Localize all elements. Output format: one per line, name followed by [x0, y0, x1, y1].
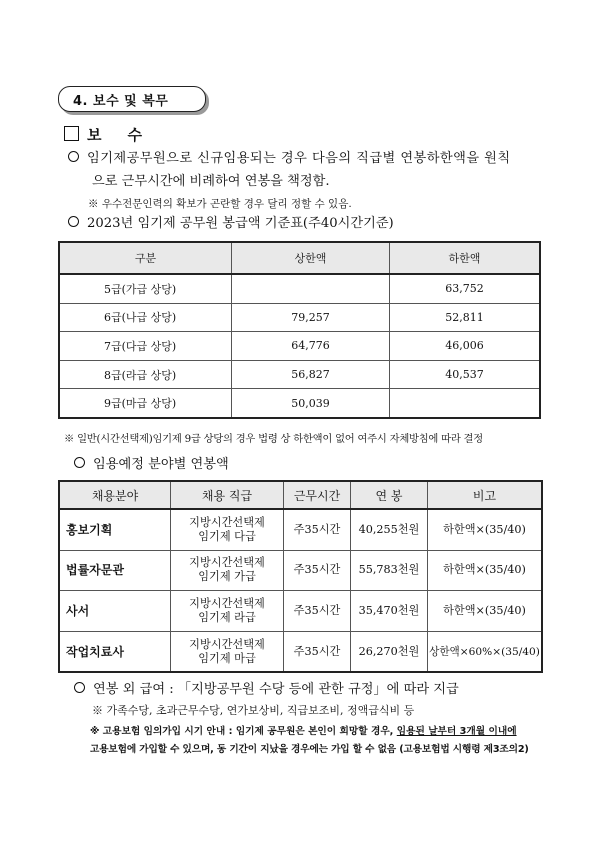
grade-line2: 임기제 가급: [198, 570, 256, 584]
section-title-tab: [58, 86, 206, 112]
table-row: [59, 303, 540, 332]
note-expert: ※ 우수전문인력의 확보가 곤란할 경우 달리 정할 수 있음.: [88, 198, 352, 210]
para1-line1: [68, 149, 511, 169]
col-header-upper: 상한액: [232, 242, 390, 274]
note-allowances: ※ 가족수당, 초과근무수당, 연가보상비, 직급보조비, 정액급식비 등: [92, 704, 415, 717]
insurance-part1: ※ 고용보험 임의가입 시기 안내 : 임기제 공무원은 본인이 희망할 경우,: [90, 726, 397, 737]
table-cell: 8급(라급 상당): [59, 360, 232, 389]
field-cell: 홍보기획: [59, 509, 171, 550]
salary-cell: 55,783천원: [351, 550, 428, 591]
table-cell: 63,752: [390, 274, 541, 303]
table-row: [59, 591, 542, 632]
para1-line2: 으로 근무시간에 비례하여 연봉을 책정함.: [92, 174, 330, 189]
salary-by-field-table: [58, 480, 543, 673]
table-header-row: [59, 242, 540, 274]
table-cell: 6급(나급 상당): [59, 303, 232, 332]
checkbox-square-icon: [64, 126, 79, 141]
table2-title: [74, 455, 229, 475]
table-cell: [232, 274, 390, 303]
table-row: [59, 509, 542, 550]
note-general: ※ 일반(시간선택제)임기제 9급 상당의 경우 법령 상 하한액이 없어 여주시 자체방침에 따라 결정: [64, 433, 483, 445]
table-row: [59, 360, 540, 389]
salary-cell: 40,255천원: [351, 509, 428, 550]
col-header-lower: 하한액: [390, 242, 541, 274]
grade-cell: [171, 509, 284, 550]
salary-standard-table: [58, 241, 541, 419]
insurance-underlined: 임용된 날부터 3개월 이내에: [396, 726, 517, 737]
section-title: 4. 보수 및 복무: [73, 94, 169, 109]
table-cell: 5급(가급 상당): [59, 274, 232, 303]
heading-salary: [64, 124, 142, 145]
note-cell: 하한액×(35/40): [428, 509, 543, 550]
table-cell: 46,006: [390, 332, 541, 361]
circle-bullet-icon: [74, 457, 85, 468]
insurance-note-line1: [90, 723, 517, 737]
table-cell: 79,257: [232, 303, 390, 332]
heading-suffix: 수: [127, 126, 142, 144]
table-cell: [390, 389, 541, 418]
table-cell: 56,827: [232, 360, 390, 389]
table-row: [59, 631, 542, 672]
table-cell: 7급(다급 상당): [59, 332, 232, 361]
table-row: [59, 389, 540, 418]
heading-prefix: 보: [87, 126, 128, 144]
grade-cell: [171, 631, 284, 672]
col-header-hours: 근무시간: [284, 481, 351, 509]
table-cell: 50,039: [232, 389, 390, 418]
table-cell: 9급(마급 상당): [59, 389, 232, 418]
grade-cell: [171, 591, 284, 632]
grade-line2: 임기제 마급: [198, 651, 256, 665]
col-header-note: 비고: [428, 481, 543, 509]
circle-bullet-icon: [74, 682, 85, 693]
field-cell: 작업치료사: [59, 631, 171, 672]
para1-line1-text: 임기제공무원으로 신규임용되는 경우 다음의 직급별 연봉하한액을 원칙: [87, 151, 511, 166]
col-header-field: 채용분야: [59, 481, 171, 509]
circle-bullet-icon: [68, 151, 79, 162]
table-row: [59, 332, 540, 361]
note-cell: 하한액×(35/40): [428, 550, 543, 591]
para-pay: [74, 680, 459, 700]
grade-line2: 임기제 다급: [198, 529, 256, 543]
salary-cell: 26,270천원: [351, 631, 428, 672]
insurance-note-line2: 고용보험에 가입할 수 있으며, 동 기간이 지났을 경우에는 가입 할 수 없음 (고용보험법 시행령 제3조의2): [90, 744, 529, 755]
table-cell: 52,811: [390, 303, 541, 332]
table-cell: 40,537: [390, 360, 541, 389]
table-row: [59, 274, 540, 303]
grade-line2: 임기제 라급: [198, 610, 256, 624]
table-header-row: [59, 481, 542, 509]
col-header-salary: 연 봉: [351, 481, 428, 509]
grade-line1: 지방시간선택제: [189, 637, 265, 651]
col-header-category: 구분: [59, 242, 232, 274]
hours-cell: 주35시간: [284, 550, 351, 591]
salary-cell: 35,470천원: [351, 591, 428, 632]
col-header-grade: 채용 직급: [171, 481, 284, 509]
table-cell: 64,776: [232, 332, 390, 361]
table1-title-text: 2023년 임기제 공무원 봉급액 기준표(주40시간기준): [87, 216, 394, 231]
grade-cell: [171, 550, 284, 591]
para-pay-text: 연봉 외 급여 : 「지방공무원 수당 등에 관한 규정」에 따라 지급: [93, 682, 459, 697]
hours-cell: 주35시간: [284, 591, 351, 632]
grade-line1: 지방시간선택제: [189, 556, 265, 570]
hours-cell: 주35시간: [284, 509, 351, 550]
field-cell: 법률자문관: [59, 550, 171, 591]
hours-cell: 주35시간: [284, 631, 351, 672]
field-cell: 사서: [59, 591, 171, 632]
grade-line1: 지방시간선택제: [189, 596, 265, 610]
table1-title: [68, 214, 394, 234]
circle-bullet-icon: [68, 216, 79, 227]
table2-title-text: 임용예정 분야별 연봉액: [93, 457, 229, 472]
grade-line1: 지방시간선택제: [189, 515, 265, 529]
note-cell: 상한액×60%×(35/40): [428, 631, 543, 672]
note-cell: 하한액×(35/40): [428, 591, 543, 632]
table-row: [59, 550, 542, 591]
